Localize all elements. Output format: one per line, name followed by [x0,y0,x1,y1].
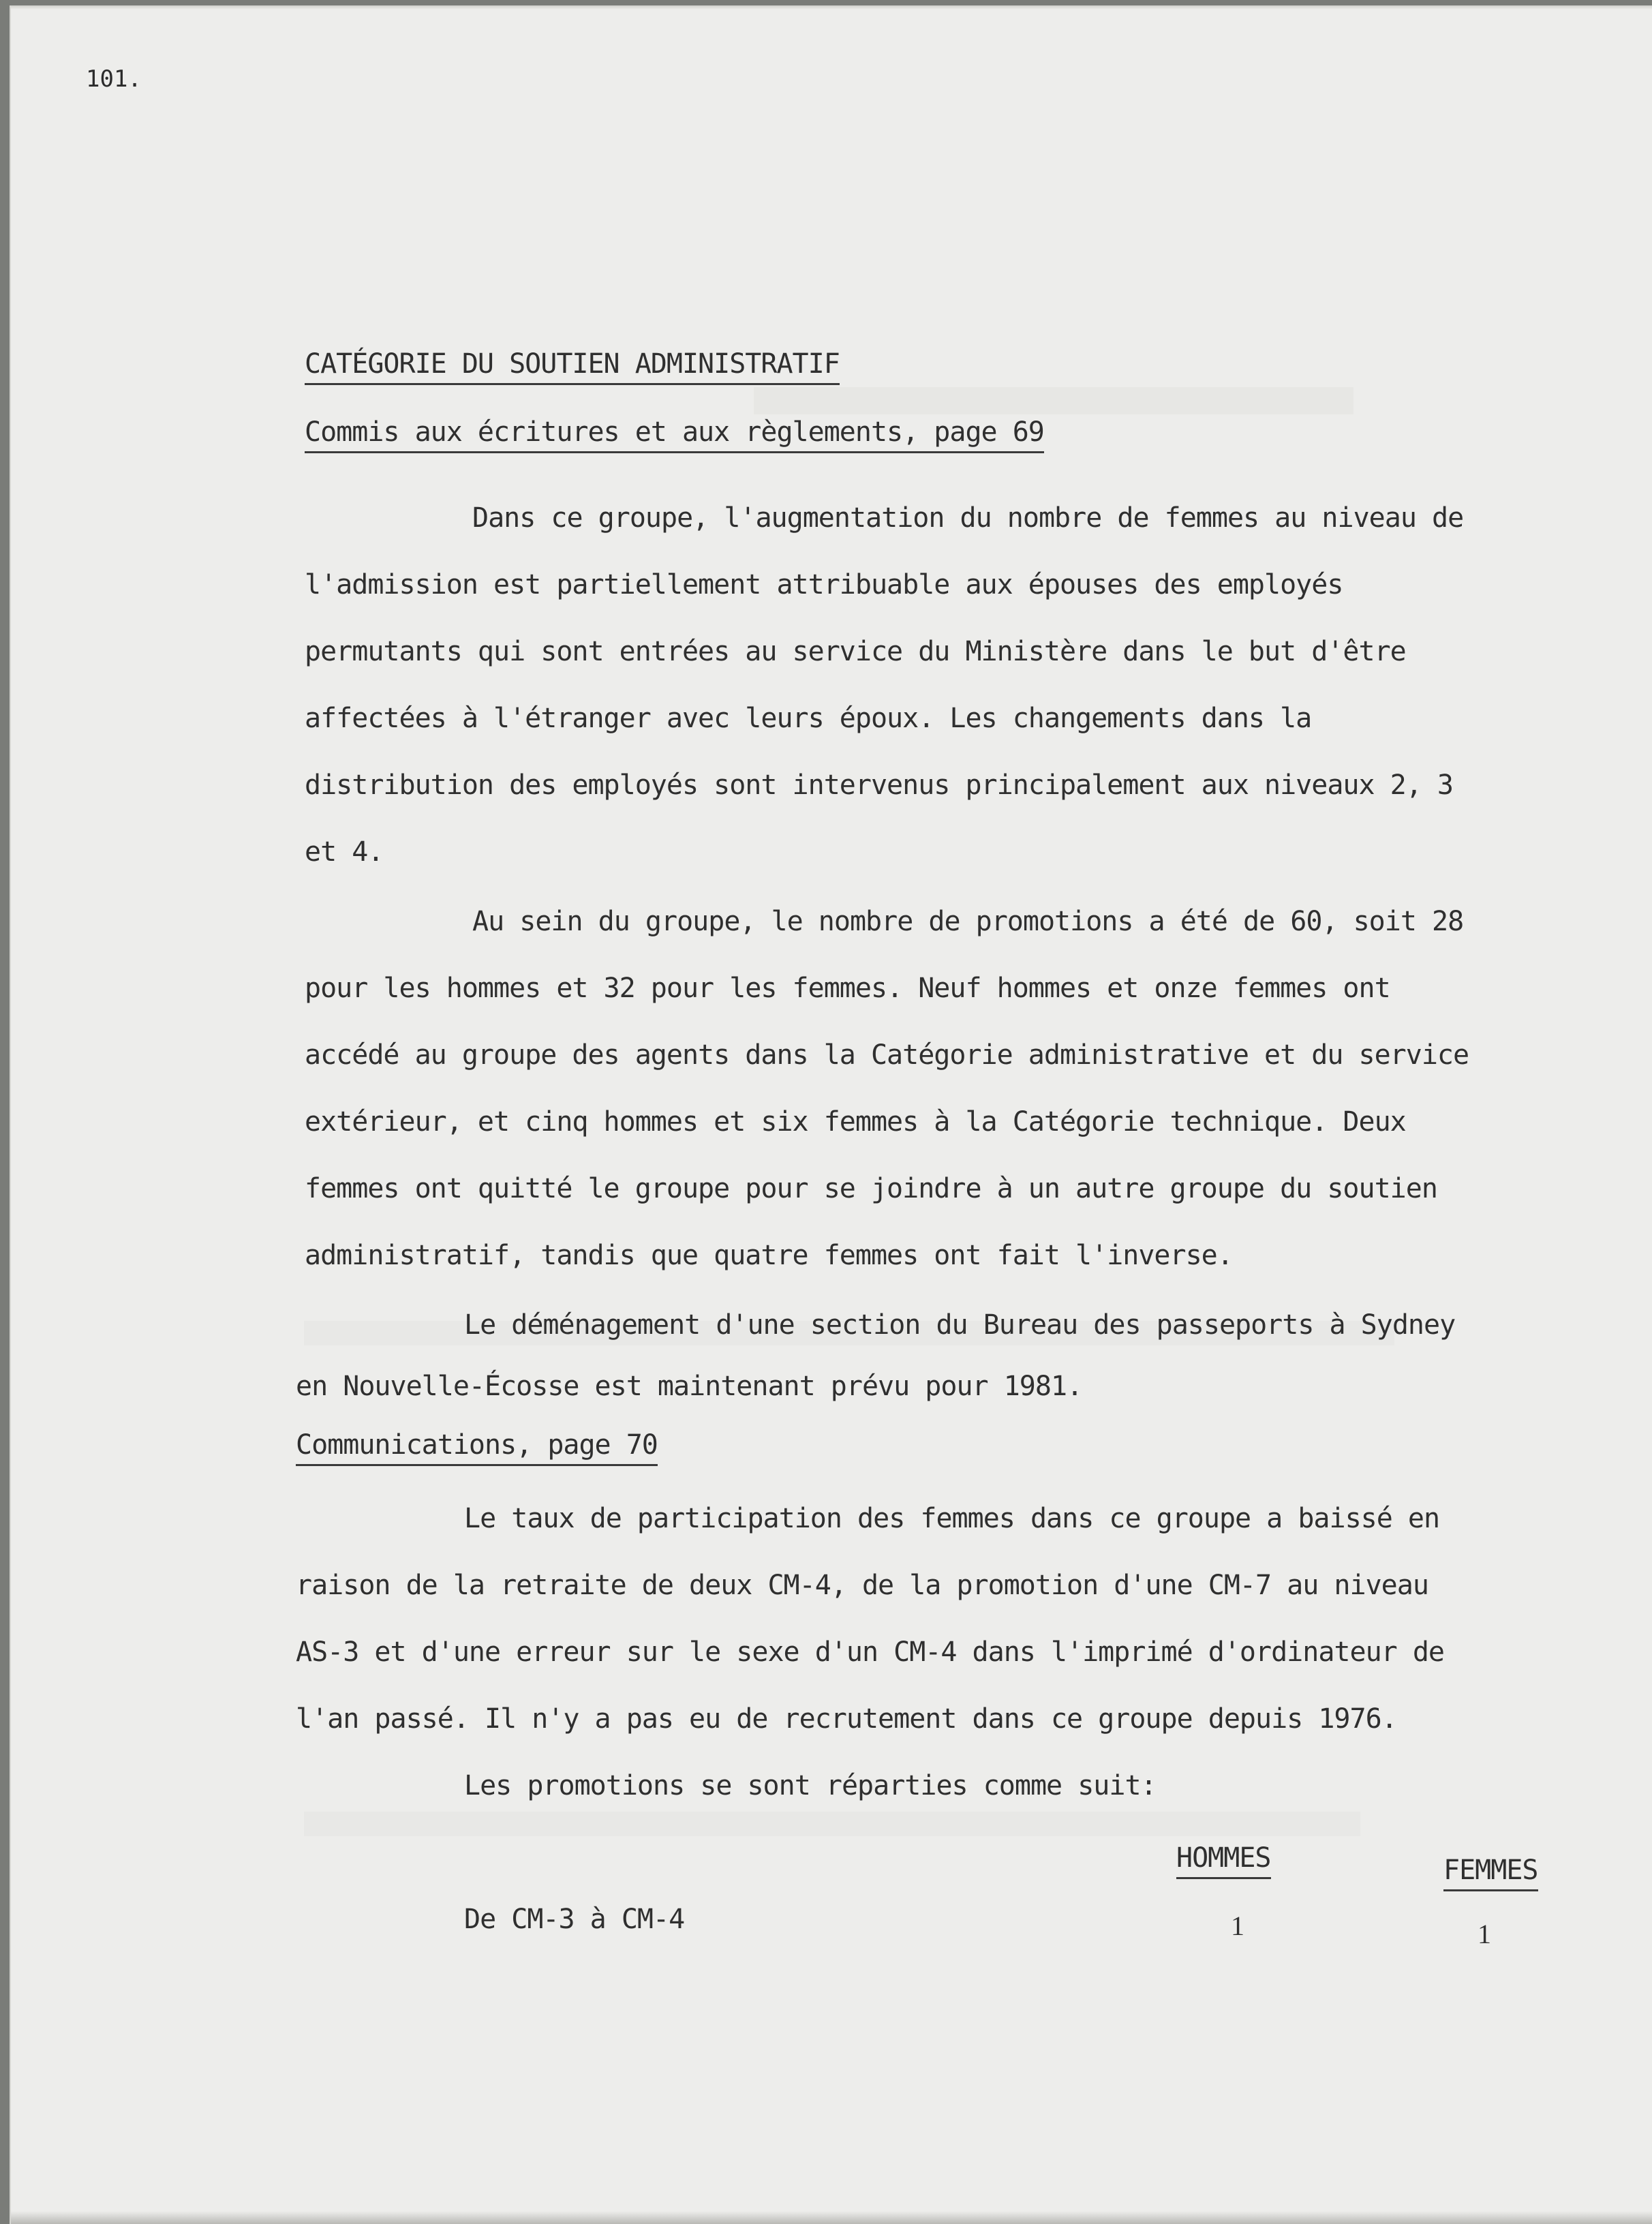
section-heading: CATÉGORIE DU SOUTIEN ADMINISTRATIF [305,348,840,385]
paragraph-line: AS-3 et d'une erreur sur le sexe d'un CM-4 dans l'imprimé d'ordinateur de [296,1636,1444,1668]
paragraph-line: affectées à l'étranger avec leurs époux. Les changements dans la [305,703,1312,734]
paragraph-line: Au sein du groupe, le nombre de promotions a été de 60, soit 28 [472,906,1464,937]
table-row-label: De CM-3 à CM-4 [464,1904,685,1935]
paragraph-line: permutants qui sont entrées au service du Ministère dans le but d'être [305,636,1406,667]
paragraph-line: femmes ont quitté le groupe pour se joindre à un autre groupe du soutien [305,1173,1437,1204]
paragraph-line: raison de la retraite de deux CM-4, de la promotion d'une CM-7 au niveau [296,1570,1428,1601]
paragraph-line: Dans ce groupe, l'augmentation du nombre de femmes au niveau de [472,502,1464,534]
paragraph-line: en Nouvelle-Écosse est maintenant prévu pour 1981. [296,1371,1083,1402]
paragraph-line: distribution des employés sont intervenus principalement aux niveaux 2, 3 [305,770,1453,801]
subsection-title-communications: Communications, page 70 [296,1429,658,1466]
table-cell-femmes: 1 [1478,1919,1491,1949]
table-cell-hommes: 1 [1231,1910,1244,1941]
paragraph-line: l'admission est partiellement attribuable aux épouses des employés [305,569,1343,600]
bleed-through-1 [754,387,1353,414]
bleed-through-3 [304,1812,1360,1836]
paragraph-line: Le taux de participation des femmes dans ce groupe a baissé en [464,1503,1440,1534]
column-header-femmes: FEMMES [1443,1854,1538,1891]
paragraph-line: accédé au groupe des agents dans la Catégorie administrative et du service [305,1039,1469,1071]
column-header-hommes: HOMMES [1176,1842,1271,1879]
document-page [10,5,1652,2224]
scan-edge-top [11,5,1652,10]
subsection-title-commis: Commis aux écritures et aux règlements, page 69 [305,416,1044,453]
page-number: 101. [86,65,142,93]
paragraph-line: l'an passé. Il n'y a pas eu de recrutement dans ce groupe depuis 1976. [296,1703,1397,1735]
paragraph-line: et 4. [305,836,384,868]
scan-edge-bottom [11,2211,1652,2224]
paragraph-line: pour les hommes et 32 pour les femmes. Neuf hommes et onze femmes ont [305,973,1390,1004]
paragraph-line: administratif, tandis que quatre femmes ont fait l'inverse. [305,1240,1233,1271]
paragraph-line: extérieur, et cinq hommes et six femmes à la Catégorie technique. Deux [305,1106,1406,1138]
paragraph-line: Les promotions se sont réparties comme suit: [464,1770,1157,1801]
paragraph-line: Le déménagement d'une section du Bureau des passeports à Sydney [464,1309,1456,1341]
